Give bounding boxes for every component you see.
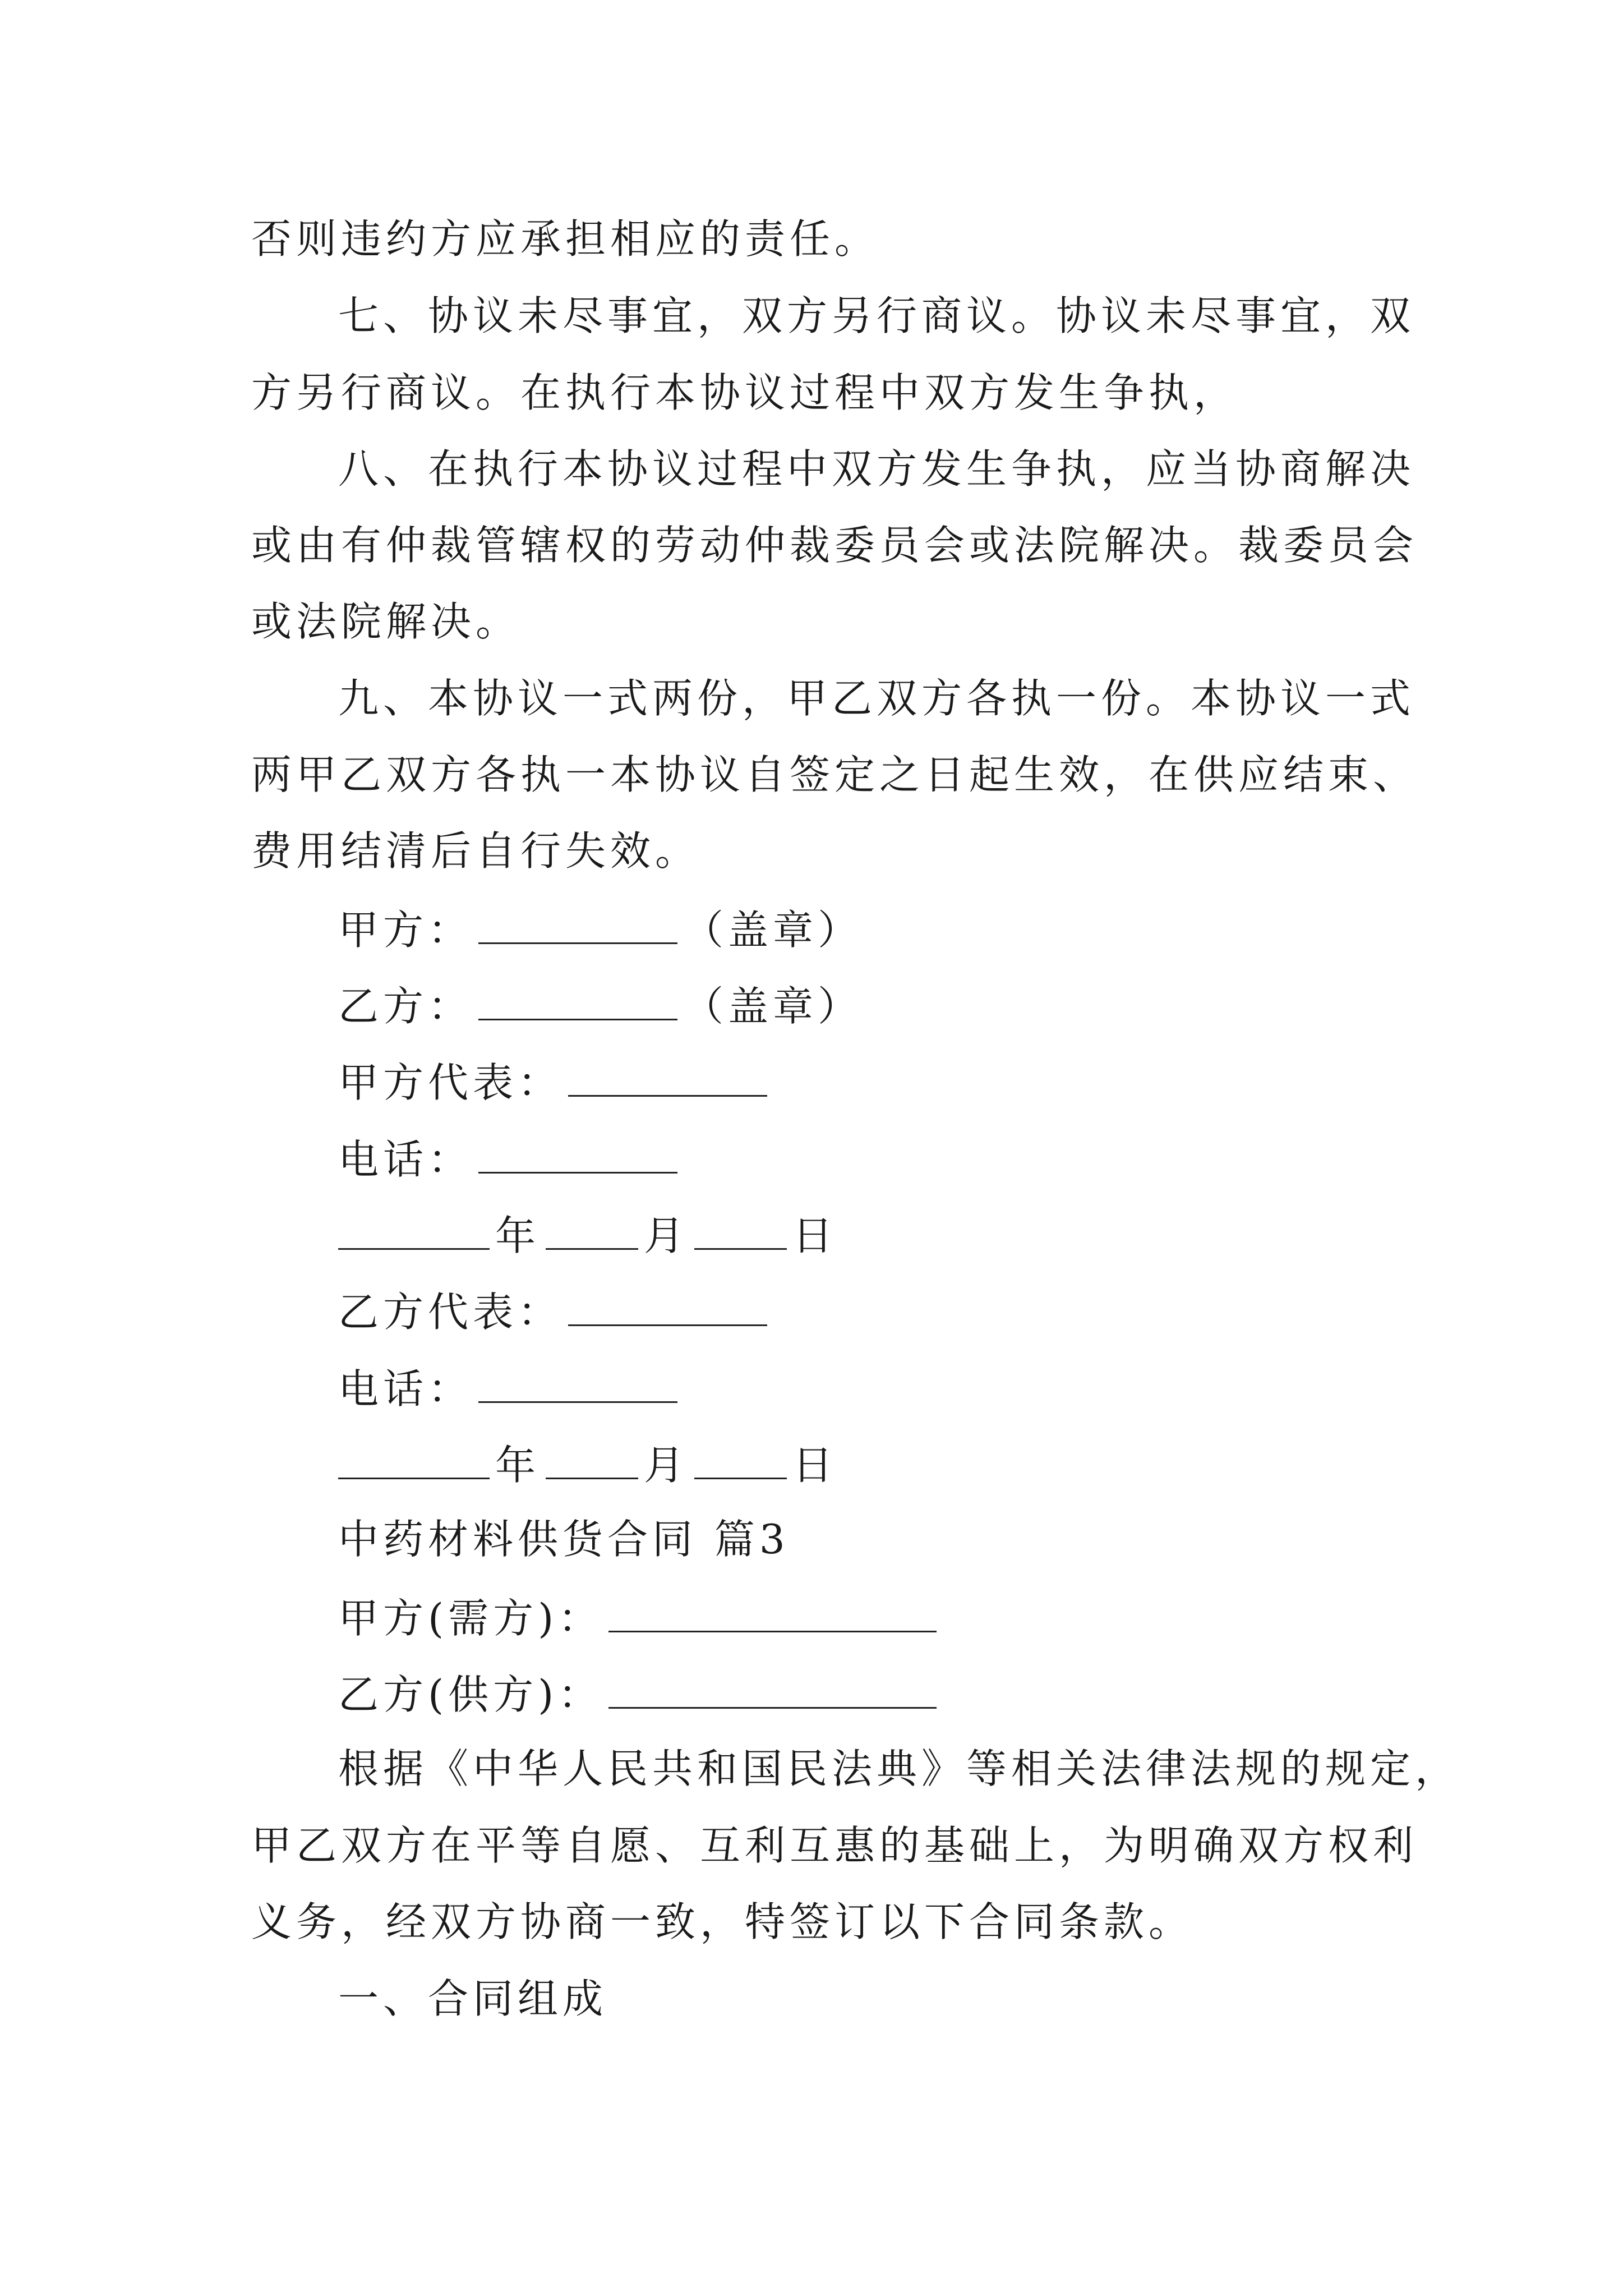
year-label: 年	[495, 1212, 541, 1259]
contract-title: 中药材料供货合同 篇3	[338, 1516, 790, 1563]
intro-line-2: 甲乙双方在平等自愿、互利互惠的基础上，为明确双方权利	[251, 1822, 1418, 1869]
party-a-phone-blank[interactable]	[478, 1137, 677, 1174]
seller-line	[338, 1671, 942, 1718]
party-b-blank[interactable]	[478, 984, 677, 1020]
party-a-rep-label: 甲方代表：	[338, 1059, 563, 1106]
party-a-rep-line	[338, 1059, 773, 1106]
intro-line-3: 义务，经双方协商一致，特签订以下合同条款。	[251, 1898, 1194, 1945]
year-label: 年	[495, 1442, 541, 1489]
year-blank[interactable]	[338, 1443, 490, 1479]
party-a-blank[interactable]	[478, 908, 677, 944]
party-b-rep-label: 乙方代表：	[338, 1289, 563, 1336]
paragraph-line: 否则违约方应承担相应的责任。	[251, 215, 880, 263]
seal-label: （盖章）	[683, 907, 863, 954]
seller-blank[interactable]	[608, 1672, 937, 1709]
seller-label: 乙方(供方)：	[338, 1671, 603, 1718]
clause-seven-line-1: 七、协议未尽事宜，双方另行商议。协议未尽事宜，双	[338, 292, 1415, 339]
year-blank[interactable]	[338, 1213, 490, 1250]
day-label: 日	[792, 1212, 838, 1259]
intro-line-1: 根据《中华人民共和国民法典》等相关法律法规的规定，	[338, 1745, 1460, 1792]
phone-label: 电话：	[338, 1136, 473, 1183]
clause-eight-line-2: 或由有仲裁管辖权的劳动仲裁委员会或法院解决。裁委员会	[251, 522, 1418, 569]
party-a-seal-line	[338, 907, 863, 954]
party-a-rep-blank[interactable]	[568, 1060, 767, 1097]
party-b-phone-blank[interactable]	[478, 1366, 677, 1403]
day-blank[interactable]	[694, 1213, 787, 1250]
party-b-rep-line	[338, 1289, 773, 1336]
clause-nine-line-3: 费用结清后自行失效。	[251, 827, 700, 875]
month-label: 月	[644, 1212, 689, 1259]
phone-label: 电话：	[338, 1365, 473, 1412]
buyer-line	[338, 1595, 942, 1642]
party-b-rep-blank[interactable]	[568, 1290, 767, 1326]
clause-nine-line-2: 两甲乙双方各执一本协议自签定之日起生效，在供应结束、	[251, 751, 1418, 798]
day-label: 日	[792, 1442, 838, 1489]
day-blank[interactable]	[694, 1443, 787, 1479]
month-label: 月	[644, 1442, 689, 1489]
section-heading: 一、合同组成	[338, 1975, 608, 2022]
party-a-date-line	[338, 1212, 838, 1259]
party-a-label: 甲方：	[338, 907, 473, 954]
clause-nine-line-1: 九、本协议一式两份，甲乙双方各执一份。本协议一式	[338, 675, 1415, 722]
party-b-phone-line	[338, 1365, 683, 1412]
month-blank[interactable]	[546, 1213, 638, 1250]
buyer-label: 甲方(需方)：	[338, 1595, 603, 1642]
month-blank[interactable]	[546, 1443, 638, 1479]
party-b-date-line	[338, 1442, 838, 1489]
buyer-blank[interactable]	[608, 1596, 937, 1632]
party-b-seal-line	[338, 983, 863, 1030]
party-a-phone-line	[338, 1136, 683, 1183]
clause-eight-line-1: 八、在执行本协议过程中双方发生争执，应当协商解决	[338, 445, 1415, 493]
clause-seven-line-2: 方另行商议。在执行本协议过程中双方发生争执，	[251, 369, 1239, 416]
party-b-label: 乙方：	[338, 983, 473, 1030]
seal-label: （盖章）	[683, 983, 863, 1030]
clause-eight-line-3: 或法院解决。	[251, 598, 521, 645]
